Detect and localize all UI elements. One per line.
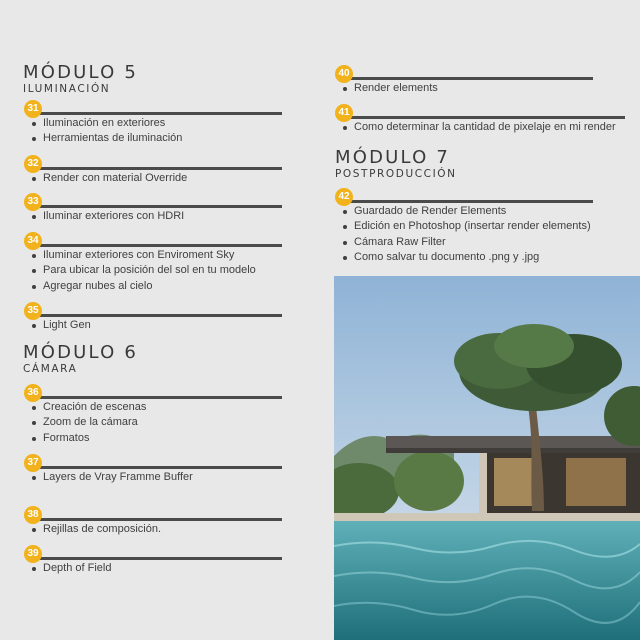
topic-item: Render elements [342,81,438,96]
topic-item: Cámara Raw Filter [342,235,591,250]
divider-line [30,112,282,115]
topic-list [31,248,256,294]
module-subtitle: ILUMINACIÓN [23,83,111,95]
divider-line [30,557,282,560]
lesson-number-badge: 36 [24,384,42,402]
lesson-number-badge: 35 [24,302,42,320]
lesson-number-badge: 34 [24,232,42,250]
topic-item: Render con material Override [31,171,187,186]
topic-item: Light Gen [31,318,91,333]
house-pool-render-image [334,276,640,640]
topic-item: Guardado de Render Elements [342,204,591,219]
module-title: MÓDULO 6 [23,342,139,363]
lesson-number-badge: 31 [24,100,42,118]
module-subtitle: CÁMARA [23,363,78,375]
divider-line [341,77,593,80]
topic-item: Para ubicar la posición del sol en tu modelo [31,263,256,278]
topic-list [342,204,591,266]
module-6-heading [23,343,138,375]
module-title: MÓDULO 7 [335,147,451,168]
topic-item: Layers de Vray Framme Buffer [31,470,193,485]
topic-list [31,116,182,147]
topic-list [31,209,184,224]
topic-list [31,400,146,446]
topic-item: Como determinar la cantidad de pixelaje en mi render [342,120,616,135]
topic-item: Edición en Photoshop (insertar render elements) [342,219,591,234]
topic-list [31,171,187,186]
module-7-heading [335,148,457,180]
lesson-number-badge: 33 [24,193,42,211]
topic-list [31,318,91,333]
divider-line [30,314,282,317]
topic-item: Formatos [31,431,146,446]
lesson-number-badge: 42 [335,188,353,206]
topic-item: Depth of Field [31,561,111,576]
module-subtitle: POSTPRODUCCIÓN [335,168,457,180]
topic-item: Agregar nubes al cielo [31,279,256,294]
divider-line [30,518,282,521]
divider-line [30,205,282,208]
topic-item: Iluminar exteriores con HDRI [31,209,184,224]
divider-line [30,167,282,170]
topic-list [342,81,438,96]
topic-item: Iluminar exteriores con Enviroment Sky [31,248,256,263]
lesson-number-badge: 38 [24,506,42,524]
divider-line [30,466,282,469]
divider-line [30,396,282,399]
topic-list [31,561,111,576]
lesson-number-badge: 39 [24,545,42,563]
topic-item: Como salvar tu documento .png y .jpg [342,250,591,265]
divider-line [30,244,282,247]
module-5-heading [23,63,138,95]
topic-item: Zoom de la cámara [31,415,146,430]
lesson-number-badge: 37 [24,454,42,472]
topic-item: Creación de escenas [31,400,146,415]
topic-item: Rejillas de composición. [31,522,161,537]
lesson-number-badge: 32 [24,155,42,173]
lesson-number-badge: 40 [335,65,353,83]
topic-list [31,470,193,485]
topic-list [31,522,161,537]
divider-line [341,200,593,203]
module-title: MÓDULO 5 [23,62,139,83]
topic-item: Iluminación en exteriores [31,116,182,131]
topic-item: Herramientas de iluminación [31,131,182,146]
lesson-number-badge: 41 [335,104,353,122]
divider-line [341,116,625,119]
topic-list [342,120,616,135]
